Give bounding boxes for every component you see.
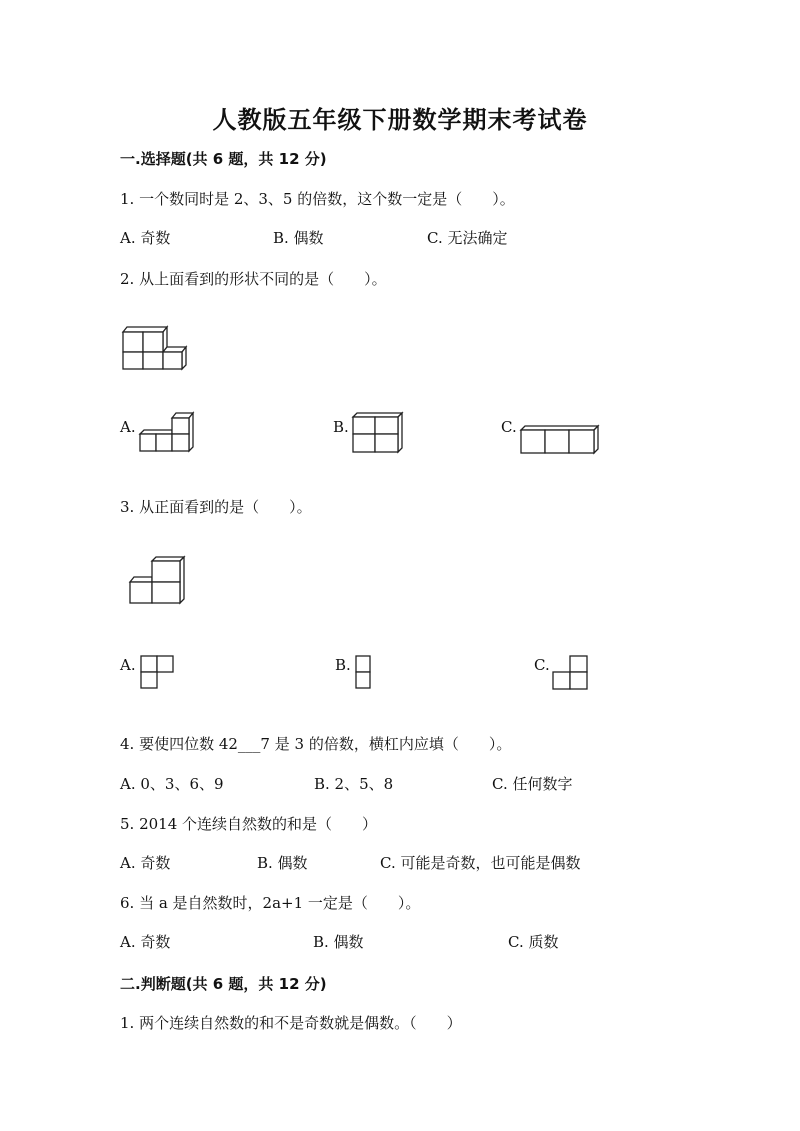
question-stem: 6. 当 a 是自然数时，2a+1 一定是（ ）。: [120, 894, 421, 912]
option-c-figure: [518, 423, 602, 455]
cube-stack-figure: [128, 553, 192, 607]
option-c: C.: [534, 656, 550, 674]
option-c: C. 无法确定: [427, 229, 508, 247]
option-c: C. 任何数字: [492, 775, 573, 793]
question-stem: 5. 2014 个连续自然数的和是（ ）: [120, 815, 378, 833]
option-a: A. 奇数: [120, 229, 171, 247]
option-b: B. 偶数: [257, 854, 308, 872]
option-c: C.: [501, 418, 517, 436]
option-a-figure: [137, 410, 197, 454]
page-title: 人教版五年级下册数学期末考试卷: [212, 106, 588, 134]
option-a: A.: [120, 418, 136, 436]
option-b: B. 偶数: [273, 229, 324, 247]
option-b: B.: [335, 656, 351, 674]
option-a: A.: [120, 656, 136, 674]
option-b: B.: [333, 418, 349, 436]
question-stem: 2. 从上面看到的形状不同的是（ ）。: [120, 270, 387, 288]
option-a: A. 奇数: [120, 854, 171, 872]
option-a: A. 奇数: [120, 933, 171, 951]
option-a-figure: [139, 654, 179, 694]
cube-stack-figure: [118, 322, 190, 370]
option-c: C. 质数: [508, 933, 559, 951]
question-stem: 4. 要使四位数 42___7 是 3 的倍数，横杠内应填（ ）。: [120, 735, 512, 753]
question-stem: 1. 一个数同时是 2、3、5 的倍数，这个数一定是（ ）。: [120, 190, 515, 208]
option-a: A. 0、3、6、9: [120, 775, 224, 793]
option-b-figure: [350, 410, 406, 454]
option-b-figure: [354, 654, 374, 694]
question-stem: 1. 两个连续自然数的和不是奇数就是偶数。（ ）: [120, 1014, 462, 1032]
option-c: C. 可能是奇数，也可能是偶数: [380, 854, 581, 872]
section-heading: 二.判断题(共 6 题，共 12 分): [120, 975, 327, 993]
option-b: B. 2、5、8: [314, 775, 394, 793]
section-heading: 一.选择题(共 6 题，共 12 分): [120, 150, 327, 168]
option-c-figure: [550, 654, 592, 694]
option-b: B. 偶数: [313, 933, 364, 951]
question-stem: 3. 从正面看到的是（ ）。: [120, 498, 312, 516]
